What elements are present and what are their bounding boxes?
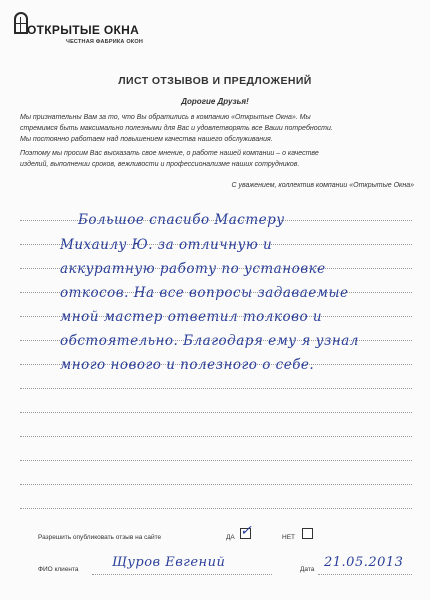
handwritten-line: Михаилу Ю. за отличную и — [60, 237, 273, 253]
writing-line — [20, 508, 412, 509]
window-icon — [14, 12, 28, 34]
client-name: Щуров Евгений — [112, 555, 226, 570]
writing-line — [20, 460, 412, 461]
handwritten-line: много нового и полезного о себе. — [60, 357, 315, 373]
intro-line: Поэтому мы просим Вас высказать свое мнение, о работе нашей компании – о качестве — [20, 150, 319, 157]
writing-line — [20, 412, 412, 413]
logo-tagline: ЧЕСТНАЯ ФАБРИКА ОКОН — [66, 39, 143, 45]
logo-name: ОТКРЫТЫЕ ОКНА — [27, 23, 140, 37]
check-mark-icon: ✓ — [240, 523, 252, 539]
date-line — [318, 574, 412, 575]
client-name-line — [92, 574, 272, 575]
handwritten-line: Большое спасибо Мастеру — [78, 212, 285, 228]
intro-line: Мы постоянно работаем над повышением качества нашего обслуживания. — [20, 136, 273, 143]
writing-line — [20, 436, 412, 437]
no-label: НЕТ — [282, 534, 295, 541]
publish-label: Разрешить опубликовать отзыв на сайте — [38, 534, 162, 541]
handwritten-line: аккуратную работу по установке — [60, 261, 326, 277]
date-value: 21.05.2013 — [324, 555, 404, 570]
company-logo — [14, 12, 144, 52]
intro-line: изделий, выполнении сроков, вежливости и профессионализме наших сотрудников. — [20, 161, 300, 168]
handwritten-line: мной мастер ответил толково и — [60, 309, 323, 325]
intro-line: Мы признательны Вам за то, что Вы обратились в компанию «Открытые Окна». Мы — [20, 114, 311, 121]
client-label: ФИО клиента — [38, 566, 79, 573]
yes-checkbox[interactable] — [240, 523, 252, 539]
date-label: Дата — [300, 566, 315, 573]
intro-line: стремимся быть максимально полезными для Вас и удовлетворять все Ваши потребности. — [20, 125, 333, 132]
handwritten-line: обстоятельно. Благодаря ему я узнал — [60, 333, 359, 349]
writing-line — [20, 484, 412, 485]
writing-line — [20, 388, 412, 389]
greeting: Дорогие Друзья! — [181, 97, 249, 106]
no-checkbox[interactable] — [302, 528, 313, 539]
signature: С уважением, коллектив компании «Открытые Окна» — [231, 182, 414, 189]
form-title: ЛИСТ ОТЗЫВОВ И ПРЕДЛОЖЕНИЙ — [118, 75, 312, 87]
yes-label: ДА — [226, 534, 235, 541]
handwritten-line: откосов. На все вопросы задаваемые — [60, 285, 349, 301]
